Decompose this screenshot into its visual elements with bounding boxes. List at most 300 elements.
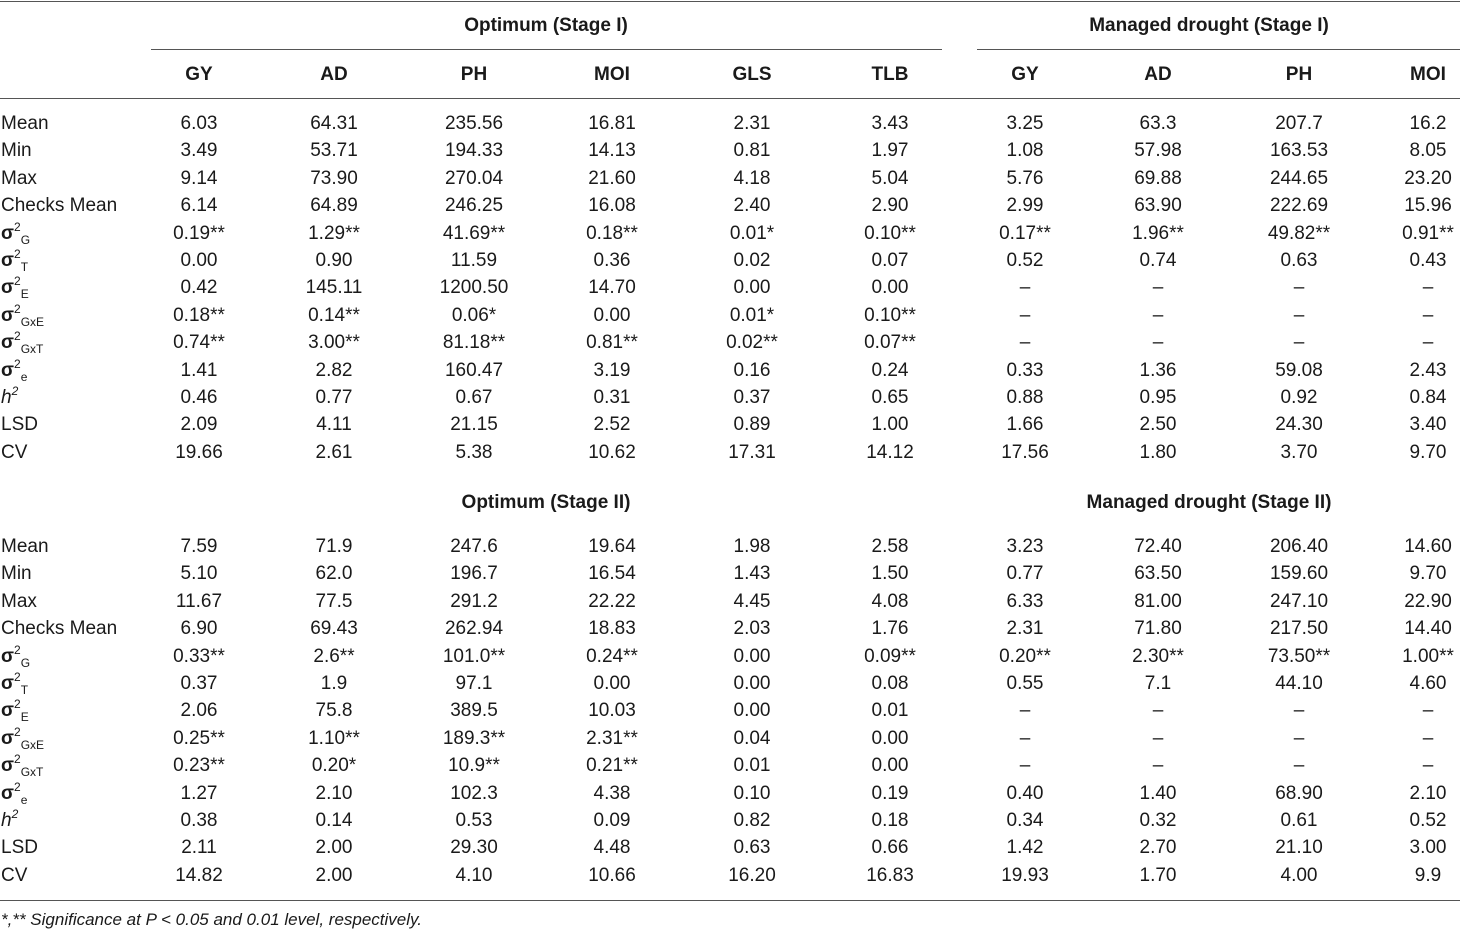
row-label: LSD [1,414,38,436]
variance-symbol: σ [1,304,14,326]
table-cell: 18.83 [588,618,636,640]
table-cell: 21.10 [1275,837,1323,859]
table-cell: 0.55 [1006,673,1044,694]
subscript: T [20,683,29,697]
table-cell: 0.01 [733,755,771,777]
row-label [1,356,28,384]
table-cell: 0.16 [733,359,771,381]
table-cell: 7.59 [180,536,218,557]
table-cell: 0.67 [455,387,493,408]
table-row [0,536,1460,563]
table-cell: 16.20 [728,864,776,886]
table-cell: 1.41 [180,359,218,381]
subscript: G [20,655,31,670]
table-cell: 0.19** [173,222,225,244]
table-cell: 0.90 [315,250,353,271]
table-cell: 73.90 [310,167,358,189]
table-cell: 0.09 [593,810,631,831]
superscript: 2 [14,697,21,712]
superscript: 2 [14,724,21,739]
table-cell: 1.80 [1139,441,1177,463]
table-cell: 0.06* [451,304,497,326]
table-cell: 3.00** [308,332,360,354]
table-row [0,219,1460,250]
table-cell: 73.50** [1267,645,1331,667]
table-cell: 10.66 [588,864,636,886]
superscript: 2 [14,752,21,767]
table-cell: 2.11 [181,837,217,859]
table-cell: 63.50 [1134,563,1182,585]
table-cell: 14.82 [175,864,223,886]
table-cell: 0.02 [733,250,771,271]
table-row [0,168,1460,195]
table-cell: 0.32 [1139,810,1177,831]
table-cell: 0.00 [871,277,909,299]
table-cell: 14.70 [588,277,636,299]
table-cell: 4.45 [733,590,771,612]
table-cell: 206.40 [1269,536,1329,557]
table-cell: – [1019,304,1031,326]
variance-symbol: σ [1,222,14,244]
table-row [0,837,1460,864]
superscript: 2 [14,301,21,316]
table-row [0,414,1460,441]
table-cell: 6.14 [180,195,218,217]
table-cell: 291.2 [450,590,498,612]
table-cell: 163.53 [1269,140,1329,162]
table-cell: 247.10 [1269,590,1329,612]
table-cell: 0.00 [871,727,909,749]
table-cell: 63.3 [1139,113,1177,134]
table-cell: 22.22 [588,590,636,612]
table-cell: 217.50 [1269,618,1329,640]
table-cell: 3.40 [1409,414,1447,436]
table-cell: 3.23 [1006,536,1044,557]
table-cell: 0.43 [1409,250,1447,271]
row-label [1,219,31,247]
table-row [0,697,1460,727]
table-cell: 4.18 [733,167,771,189]
table-cell: 72.40 [1134,536,1182,557]
variance-symbol: σ [1,359,14,381]
table-cell: 7.1 [1144,673,1172,694]
superscript: 2 [14,356,21,371]
row-label [1,779,28,807]
table-cell: 2.40 [733,195,771,217]
table-cell: 0.36 [593,250,631,271]
table-row [0,195,1460,222]
table-cell: 6.03 [180,113,218,134]
table-cell: – [1422,700,1434,722]
table-cell: 14.40 [1404,618,1452,640]
table-cell: 9.70 [1409,563,1447,585]
table-cell: 0.92 [1280,387,1318,408]
table-cell: 16.54 [588,563,636,585]
table-cell: 8.05 [1409,140,1447,162]
table-cell: 0.08 [871,673,909,694]
table-cell: 246.25 [444,195,504,217]
row-label [1,274,29,302]
superscript: 2 [14,779,21,794]
superscript: 2 [11,384,19,398]
table-cell: 0.25** [173,727,225,749]
table-cell: 9.9 [1414,864,1442,886]
table-cell: 1.42 [1006,837,1044,859]
table-cell: 0.01* [729,222,775,244]
table-row [0,563,1460,590]
table-row [0,301,1460,332]
table-cell: 77.5 [315,590,353,612]
table-cell: 10.03 [588,700,636,722]
table-cell: 24.30 [1275,414,1323,436]
table-cell: 159.60 [1269,563,1329,585]
table-cell: 0.10** [864,304,916,326]
table-cell: 5.10 [180,563,218,585]
table-cell: 57.98 [1134,140,1182,162]
table-cell: 2.00 [315,837,353,859]
table-cell: 0.21** [586,755,638,777]
table-row [0,642,1460,673]
table-cell: 4.38 [593,782,631,804]
table-cell: 0.42 [180,277,218,299]
top-rule [0,1,1460,2]
table-cell: 0.14 [315,810,353,831]
table-cell: – [1422,332,1434,354]
table-cell: 145.11 [305,277,363,299]
table-cell: 1.00** [1402,645,1454,667]
table-cell: 0.40 [1006,782,1044,804]
table-cell: 16.81 [588,113,636,134]
table-cell: 2.43 [1409,359,1447,381]
table-cell: – [1152,727,1164,749]
table-cell: – [1293,755,1305,777]
table-cell: 1.00 [871,414,909,436]
variance-symbol: σ [1,277,14,299]
table-cell: 0.88 [1006,387,1044,408]
table-cell: 0.77 [1006,563,1044,585]
variance-symbol: σ [1,755,14,777]
table-cell: 2.10 [315,782,353,804]
row-label: Min [1,140,32,162]
col-header-gls: GLS [732,64,772,85]
row-label: Max [1,167,37,189]
heritability-symbol: h [1,810,12,831]
bottom-rule [0,900,1460,901]
table-cell: 0.84 [1409,387,1447,408]
col-header-ph-drought: PH [1285,64,1313,85]
row-label [1,329,44,357]
table-cell: 207.7 [1275,113,1323,134]
table-cell: 0.63 [1280,250,1318,271]
table-cell: 0.61 [1280,810,1318,831]
heritability-symbol: h [1,387,12,408]
table-cell: 0.04 [733,727,771,749]
group-title-optimum-stage-2: Optimum (Stage II) [461,492,631,513]
table-cell: 0.52 [1006,250,1044,271]
table-cell: 0.66 [871,837,909,859]
table-cell: 0.95 [1139,387,1177,408]
table-cell: 0.81** [586,332,638,354]
table-cell: 0.37 [733,387,771,408]
table-cell: 6.90 [180,618,218,640]
table-row [0,752,1460,782]
table-cell: 2.03 [733,618,771,640]
table-cell: 0.33 [1006,359,1044,381]
table-cell: 16.08 [588,195,636,217]
table-cell: 19.64 [588,536,636,557]
table-cell: – [1293,727,1305,749]
table-cell: 5.38 [455,441,493,463]
table-cell: 1.10** [308,727,360,749]
row-label: Mean [1,536,49,557]
table-cell: 10.9** [448,755,500,777]
superscript: 2 [14,247,21,261]
table-cell: 44.10 [1275,673,1323,694]
table-cell: 4.11 [316,414,352,436]
table-cell: – [1293,700,1305,722]
table-cell: 2.10 [1409,782,1447,804]
table-cell: 0.46 [180,387,218,408]
table-cell: 63.90 [1134,195,1182,217]
subscript: E [20,287,29,302]
table-cell: 11.67 [175,590,223,612]
table-cell: 69.88 [1134,167,1182,189]
table-cell: – [1152,277,1164,299]
table-cell: 0.53 [455,810,493,831]
row-label [1,697,29,725]
table-row [0,618,1460,645]
table-cell: 59.08 [1275,359,1323,381]
table-cell: 10.62 [588,441,636,463]
subscript: GxE [20,737,45,752]
table-cell: 0.65 [871,387,909,408]
variance-symbol: σ [1,332,14,354]
table-cell: 17.31 [728,441,776,463]
table-cell: 1.70 [1139,864,1177,886]
table-row [0,113,1460,140]
table-cell: 0.00 [593,673,631,694]
table-cell: 0.24** [586,645,638,667]
table-cell: 3.25 [1006,113,1044,134]
subscript: GxT [20,765,44,780]
row-label [1,384,19,410]
header-bottom-rule [0,98,1460,99]
table-cell: 0.23** [173,755,225,777]
row-label: Mean [1,113,49,134]
variance-symbol: σ [1,645,14,667]
table-cell: 0.00 [733,700,771,722]
col-header-gy: GY [185,64,213,85]
table-cell: 4.08 [871,590,909,612]
table-cell: 71.80 [1134,618,1182,640]
table-cell: 0.07** [864,332,916,354]
table-cell: 0.18 [871,810,909,831]
table-cell: 160.47 [444,359,504,381]
table-cell: 0.37 [180,673,218,694]
table-row [0,807,1460,837]
table-cell: 3.70 [1280,441,1318,463]
table-cell: 244.65 [1269,167,1329,189]
table-cell: – [1019,700,1031,722]
table-cell: 1.98 [733,536,771,557]
table-cell: 81.00 [1134,590,1182,612]
table-cell: 0.00 [593,304,631,326]
table-cell: 0.91** [1402,222,1454,244]
row-label: Min [1,563,32,585]
table-cell: 19.66 [175,441,223,463]
table-cell: 1.97 [871,140,909,162]
table-cell: 262.94 [444,618,504,640]
table-cell: 194.33 [444,140,504,162]
table-cell: 21.15 [450,414,498,436]
superscript: 2 [14,219,21,234]
table-cell: – [1019,277,1031,299]
table-cell: 270.04 [444,167,504,189]
variance-symbol: σ [1,250,14,271]
table-row [0,442,1460,469]
table-cell: – [1293,277,1305,299]
table-cell: 64.31 [310,113,358,134]
subscript: e [20,792,28,807]
table-cell: 0.20* [311,755,357,777]
table-cell: 97.1 [455,673,493,694]
group-title-optimum-stage-1: Optimum (Stage I) [464,15,628,36]
table-cell: 1.40 [1139,782,1177,804]
variance-symbol: σ [1,700,14,722]
table-cell: 2.00 [315,864,353,886]
table-cell: 23.20 [1404,167,1452,189]
subscript: E [20,710,29,725]
table-cell: 3.00 [1409,837,1447,859]
table-cell: 1.96** [1132,222,1184,244]
table-cell: 14.12 [866,441,914,463]
table-cell: 0.74 [1139,250,1177,271]
table-cell: 21.60 [588,167,636,189]
table-cell: 0.89 [733,414,771,436]
table-cell: 0.10** [864,222,916,244]
variance-symbol: σ [1,727,14,749]
variance-symbol: σ [1,782,14,804]
table-cell: 22.90 [1404,590,1452,612]
table-cell: 1.50 [871,563,909,585]
table-cell: 14.13 [588,140,636,162]
table-cell: 0.10 [733,782,771,804]
table-cell: 0.18** [586,222,638,244]
table-cell: 29.30 [450,837,498,859]
table-cell: 0.31 [593,387,631,408]
variance-symbol: σ [1,673,14,694]
table-cell: – [1152,755,1164,777]
optimum-group-rule [151,49,942,50]
subscript: T [20,260,29,274]
col-header-ph: PH [460,64,488,85]
superscript: 2 [14,642,21,657]
table-cell: 235.56 [444,113,504,134]
row-label: LSD [1,837,38,859]
table-row [0,140,1460,167]
table-cell: 0.00 [733,277,771,299]
table-cell: – [1019,727,1031,749]
row-label [1,724,45,752]
table-cell: 0.52 [1409,810,1447,831]
table-cell: 0.09** [864,645,916,667]
table-cell: – [1019,755,1031,777]
row-label: Checks Mean [1,618,118,640]
table-cell: – [1422,727,1434,749]
table-row [0,865,1460,892]
table-cell: 68.90 [1275,782,1323,804]
table-cell: 102.3 [450,782,498,804]
table-cell: 11.59 [450,250,498,271]
table-cell: – [1422,277,1434,299]
table-cell: 4.48 [593,837,631,859]
superscript: 2 [14,274,21,289]
table-cell: 2.52 [593,414,631,436]
table-cell: 4.10 [455,864,493,886]
table-cell: – [1293,332,1305,354]
subscript: G [20,232,31,247]
table-row [0,274,1460,304]
table-cell: – [1019,332,1031,354]
table-cell: 0.34 [1006,810,1044,831]
table-cell: 53.71 [310,140,358,162]
table-cell: 2.70 [1139,837,1177,859]
table-cell: – [1152,304,1164,326]
table-row [0,724,1460,755]
table-cell: 101.0** [442,645,506,667]
row-label [1,670,29,697]
table-cell: 2.58 [871,536,909,557]
table-cell: – [1422,755,1434,777]
table-cell: 0.20** [999,645,1051,667]
table-cell: 75.8 [315,700,353,722]
table-cell: 5.04 [871,167,909,189]
table-cell: – [1152,332,1164,354]
subscript: e [20,369,28,384]
table-cell: 389.5 [450,700,498,722]
subscript: GxE [20,314,45,329]
table-cell: – [1422,304,1434,326]
table-cell: 4.60 [1409,673,1447,694]
row-label [1,301,45,329]
table-cell: 0.24 [871,359,909,381]
table-cell: 2.6** [313,645,355,667]
table-cell: 2.82 [315,359,353,381]
table-cell: 2.31 [733,113,771,134]
table-cell: 1.27 [180,782,218,804]
table-cell: 0.18** [173,304,225,326]
table-cell: 69.43 [310,618,358,640]
table-cell: 14.60 [1404,536,1452,557]
table-cell: 0.01 [871,700,909,722]
table-row [0,329,1460,359]
drought-group-rule [977,49,1460,50]
row-label: CV [1,441,28,463]
group-title-drought-stage-1: Managed drought (Stage I) [1089,15,1329,36]
row-label: CV [1,864,28,886]
table-cell: 62.0 [315,563,353,585]
table-row [0,670,1460,700]
col-header-tlb: TLB [871,64,909,85]
table-cell: 71.9 [315,536,353,557]
table-cell: 1.66 [1006,414,1044,436]
row-label: Checks Mean [1,195,118,217]
table-cell: 1.43 [733,563,771,585]
superscript: 2 [14,670,21,684]
table-cell: 196.7 [450,563,498,585]
table-cell: 0.63 [733,837,771,859]
row-label [1,807,19,833]
